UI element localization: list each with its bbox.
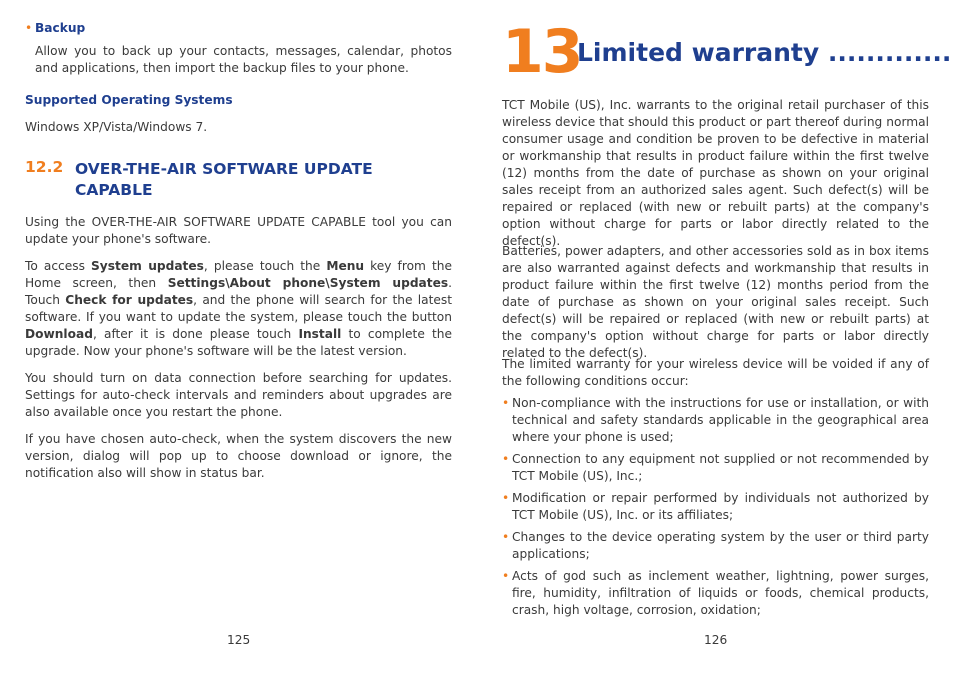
list-item: • Connection to any equipment not supplied or not recommended by TCT Mobile (US), Inc.;: [502, 452, 929, 483]
bullet-dot: •: [502, 569, 510, 583]
bullet-dot: •: [502, 491, 510, 505]
backup-text: Allow you to back up your contacts, messages, calendar, photos and applications, then import the backup files to your phone.: [35, 44, 452, 75]
bullet-dot: •: [25, 21, 33, 35]
list-item: • Non-compliance with the instructions for use or installation, or with technical and safety standards applicable in the geographical area where your phone is used;: [502, 396, 929, 444]
chapter-title: Limited warranty .............: [577, 38, 952, 67]
supported-os-title: Supported Operating Systems: [25, 93, 233, 107]
list-item: • Acts of god such as inclement weather, lightning, power surges, fire, humidity, infiltration of liquids or foods, chemical products, crash, high voltage, corrosion, oxidation;: [502, 569, 929, 617]
warranty-paragraph-3: The limited warranty for your wireless device will be voided if any of the following conditions occur:: [502, 357, 929, 388]
section-heading: [25, 159, 452, 203]
section-title: OVER-THE-AIR SOFTWARE UPDATE CAPABLE: [75, 160, 373, 199]
bullet-dot: •: [502, 452, 510, 466]
page-number-left: 125: [227, 633, 251, 647]
paragraph-auto-check: If you have chosen auto-check, when the system discovers the new version, dialog will pop up to choose download or ignore, the notification also will show in status bar.: [25, 432, 452, 480]
chapter-number: 13: [502, 17, 582, 87]
list-item: • Changes to the device operating system by the user or third party applications;: [502, 530, 929, 561]
warranty-paragraph-1: TCT Mobile (US), Inc. warrants to the original retail purchaser of this wireless device that should this product or part thereof during normal consumer usage and condition be proven to be defective in material or workmanship that results in product failure within the first twelve (12) months from the date of purchase as shown on your original sales receipt from an authorized sales agent. Such defect(s) will be repaired or replaced (with new or rebuilt parts) at the company's option without charge for parts or labor directly related to the defect(s).: [502, 98, 929, 248]
warranty-paragraph-2: Batteries, power adapters, and other accessories sold as in box items are also warranted against defects and workmanship that results in product failure within the first twelve (12) months period from the date of purchase as shown on your original sales receipt. Such defect(s) will be repaired or replaced (with new or rebuilt parts) at the company's option without charge for parts or labor directly related to the defect(s).: [502, 244, 929, 360]
paragraph-intro: Using the OVER-THE-AIR SOFTWARE UPDATE CAPABLE tool you can update your phone's software.: [25, 215, 452, 246]
paragraph-access: To access System updates, please touch the Menu key from the Home screen, then Settings\About phone\System updates. Touch Check for updates, and the phone will search for the latest software. If you want to update the system, please touch the button Download, after it is done please touch Install to complete the upgrade. Now your phone's software will be the latest version.: [25, 259, 452, 358]
list-item: • Modification or repair performed by individuals not authorized by TCT Mobile (US), Inc. or its affiliates;: [502, 491, 929, 522]
supported-os-text: Windows XP/Vista/Windows 7.: [25, 120, 208, 134]
paragraph-data-connection: You should turn on data connection before searching for updates. Settings for auto-check intervals and reminders about upgrades are also available once you restart the phone.: [25, 371, 452, 419]
section-number: 12.2: [25, 158, 64, 176]
bullet-dot: •: [502, 396, 510, 410]
backup-title: Backup: [35, 21, 86, 35]
backup-bullet: [25, 20, 462, 37]
page-number-right: 126: [704, 633, 728, 647]
bullet-dot: •: [502, 530, 510, 544]
